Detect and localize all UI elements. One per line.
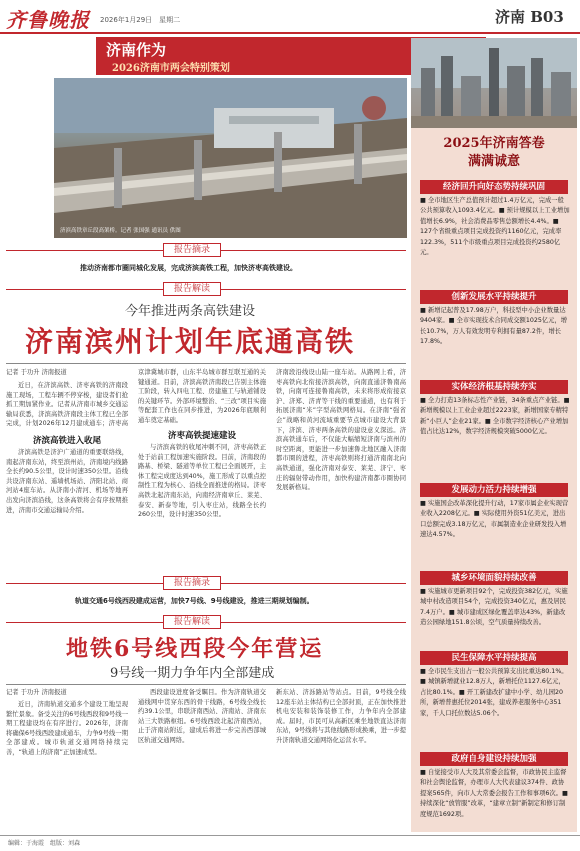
sidebar-text-government: ■ 自觉接受市人大及其常委会监督，市政协民主监督和社会舆论监督，办理市人大代表建议374件、政协提案565件，向市人大常委会报告工作和事项6次。■ 持续深化“放管服”改革，“建章立制”新制定和修订制度规范1692项。: [420, 769, 568, 818]
sidebar-text-industry: ■ 全力打造13条标志性产业链，34条重点产业链。■ 新增规模以上工业企业超过2223家，新增国家专精特新“小巨人”企业21家。■ 全市数字经济核心产业增加值占比达12%，数字经济规模突破5000亿元。: [420, 397, 570, 436]
interp-tag-1: 报告解读: [163, 282, 221, 296]
article-col-2b: 与济滨高铁的收尾冲刺不同，济枣高铁正处于站前工程加速实施阶段。目前，济南段的路基、桥梁、隧道等单位工程已全面展开，主体工程完成度达到40%，施工形成了以重点控制性工程为核心、沿线全面推进的格局。济枣高铁北起济南东站，向南经济南章丘、莱芜、泰安、新泰等地，引入枣庄站，线路全长约260公里，设计时速350公里。: [138, 444, 266, 519]
report-summary-2: 轨道交通6号线西段建成运营，加快7号线、9号线建设，推进三期规划编制。: [75, 597, 314, 605]
railway-viaduct-illustration: [54, 78, 407, 238]
sidebar-section-urban: 城乡环境面貌持续改善: [420, 571, 568, 585]
sidebar-title-line1: 2025年济南答卷: [443, 136, 545, 151]
sidebar-text-reform: ■ 实施国企改革深化提升行动，17家市属企业实现营业收入2208亿元。■ 实际使用外资51亿美元，进出口总额完成3.18万亿元，市属制造业企业研发投入增速达4.57%。: [420, 500, 569, 539]
issue-date: 2026年1月29日 星期二: [100, 16, 181, 24]
sidebar-section-economy: 经济回升向好态势持续巩固: [420, 180, 568, 194]
sidebar-title-line2: 满满诚意: [467, 154, 520, 169]
photo-caption: 济滨高铁章丘段高架桥。记者 张国强 通讯员 供图: [60, 228, 181, 234]
article-col-1b: 济滨高铁是济沪广通道的重要联络线，南起济南东站，终至滨州站，济南境内线路全长约90.5公里，设计时速350公里。沿线共设济南东站、遥墙机场站、济阳北站、商河站4座车站。从济南小清河、机场等地再出发向济滨沿线，这条高铁将会有序按期推进，济南市交通运输局介绍。: [6, 449, 128, 514]
banner-subtitle: 2026济南市两会特别策划: [112, 63, 230, 74]
sidebar-section-government: 政府自身建设持续加强: [420, 752, 568, 766]
article2-col-2: 西段建设进度备受瞩目。作为济南轨道交通线网中贯穿东西的骨干线路，6号线全线长约39.1公里，串联济南西站、济南站、济南东站三大铁路枢纽。6号线西段北起济南西站，止于济南站附近，建成后将进一步完善西部城区轨道交通网络。: [138, 689, 266, 744]
city-skyline-illustration: [411, 38, 577, 128]
article-byline-1: 记者 于功升 济南报道: [6, 369, 67, 376]
article2-col-1: 近日，济南轨道交通多个建设工地呈现繁忙景象。备受关注的6号线西段和9号线一期工程建设均在有序进行。2026年，济南将确保6号线西段建成通车，力争9号线一期全部建成。城市轨道交通网络持续完善，“轨道上的济南”正加速成型。: [6, 701, 128, 756]
article-section-head-1: 济滨高铁进入收尾: [32, 436, 101, 446]
construction-photo: [54, 78, 407, 238]
article-subtitle-2: 9号线一期力争年内全部建成: [110, 666, 275, 681]
article-col-2: 京津冀城市群，山东半岛城市群互联互通的关键通道。目前，济滨高铁济南段已告别主体施工阶段，转入四电工程、房建施工与轨道铺设的关键环节。外部环境整治、“三改”项目实施等配套工作也在同步推进，为2026年底顺利通车奠定基础。: [138, 369, 266, 424]
sidebar-text-innovation: ■ 新增记起普及17.98万户，科技型中小企业数量达9404家。■ 全市实现技术合同成交额1025亿元，增长10.7%，万人有效发明专利拥有量87.2件，增长17.8%。: [420, 307, 568, 346]
sidebar-text-economy: ■ 全市地区生产总值预计超过1.4万亿元，完成一般公共预算收入1093.4亿元。■ 预计规模以上工业增加值增长6.9%，社会消费品零售总额增长4.4%。■ 127个省级重点项目完成投资约1160亿元，完成率122.3%，511个市级重点项目完成投资约2580亿元。: [420, 197, 570, 257]
interp-tag-2: 报告解读: [163, 615, 221, 629]
page-footer: [0, 835, 580, 851]
sidebar-section-livelihood: 民生保障水平持续提高: [420, 651, 568, 665]
article-headline-2: 地铁6号线西段今年营运: [66, 636, 324, 662]
sidebar-hero-image: [411, 38, 577, 128]
article-col-3: 济南段沿线设山陆一座车站。从路网上看，济枣高铁向北衔接济滨高铁，向南直通济鲁南高铁，向南可连接鲁南高铁，未来将形成衔接京沪、济郑、济青等干线的重要通道，也有利于拓展济南“米”字型高铁网格局。在济南“强省会”战略和黄河流域重要节点城市建设大背景下，济滨、济枣两条高铁的建设意义深远。济滨高铁通车后，不仅能大幅缩短济南与滨州的时空距离，更能进一步加速鲁北地区融入济南都市圈的进程，济枣高铁则将打通济南南北向高铁通道，强化济南对泰安、莱芜、济宁、枣庄的辐射带动作用，加快构建济南都市圈协同发展新格局。: [276, 369, 406, 492]
editor-credit: 编辑：于海霞 组版：刘森: [8, 840, 81, 847]
sidebar-text-urban: ■ 实施城市更新项目92个，完成投资382亿元，实施城中村改造项目54个，完成投资340亿元，惠及居民7.4万户。■ 城市建成区绿化覆盖率达43%，新建改造公园绿地151.8公顷，空气质量持续改善。: [420, 588, 568, 627]
article-section-head-2: 济枣高铁提速建设: [167, 431, 236, 441]
report-summary-1: 推动济南都市圈同城化发展，完成济滨高铁工程，加快济枣高铁建设。: [80, 264, 297, 272]
newspaper-logo: 齐鲁晚报: [6, 8, 90, 32]
report-tag-2: 报告摘录: [163, 576, 221, 590]
divider: [6, 684, 406, 685]
section-page: 济南 B03: [495, 8, 564, 26]
article-headline-1: 济南滨州计划年底通高铁: [25, 325, 356, 358]
article-col-1: 近日，在济滨高铁、济枣高铁的济南段施工现场，工程车辆不停穿梭，建设者们抢抓工期加紧作业。记者从济南市城乡交通运输局获悉，济滨高铁济南段主体工程已全部完成，计划2026年12月建成通车；济枣高: [6, 382, 128, 427]
article-byline-2: 记者 于功升 济南报道: [6, 689, 67, 696]
article2-col-3: 新东站、济泺路站等站点。目前，9号线全线12座车站主体结构已全部封顶，正在加快推进机电安装和装饰装修工作，力争年内全部建成。届时，市民可从高新区乘坐地铁直达济南东站，9号线将与其他线路形成换乘，进一步提升济南轨道交通网络化运营水平。: [276, 689, 406, 744]
report-tag-1: 报告摘录: [163, 243, 221, 257]
sidebar-section-reform: 发展动力活力持续增强: [420, 483, 568, 497]
sidebar-section-innovation: 创新发展水平持续提升: [420, 290, 568, 304]
article-subtitle-1: 今年推进两条高铁建设: [125, 304, 256, 319]
banner-title: 济南作为: [106, 41, 167, 59]
sidebar-text-livelihood: ■ 全市民生支出占一般公共预算支出比重达80.1%。■ 城镇新增就业12.8万人，新增托位1127.6亿元，占比80.1%。■ 开工新建改扩建中小学、幼儿园20所，新增普惠托位2014张，建成养老服务中心351家，千人口托位数达5.06个。: [420, 668, 568, 717]
sidebar-section-industry: 实体经济根基持续夯实: [420, 380, 568, 394]
divider: [6, 363, 406, 364]
